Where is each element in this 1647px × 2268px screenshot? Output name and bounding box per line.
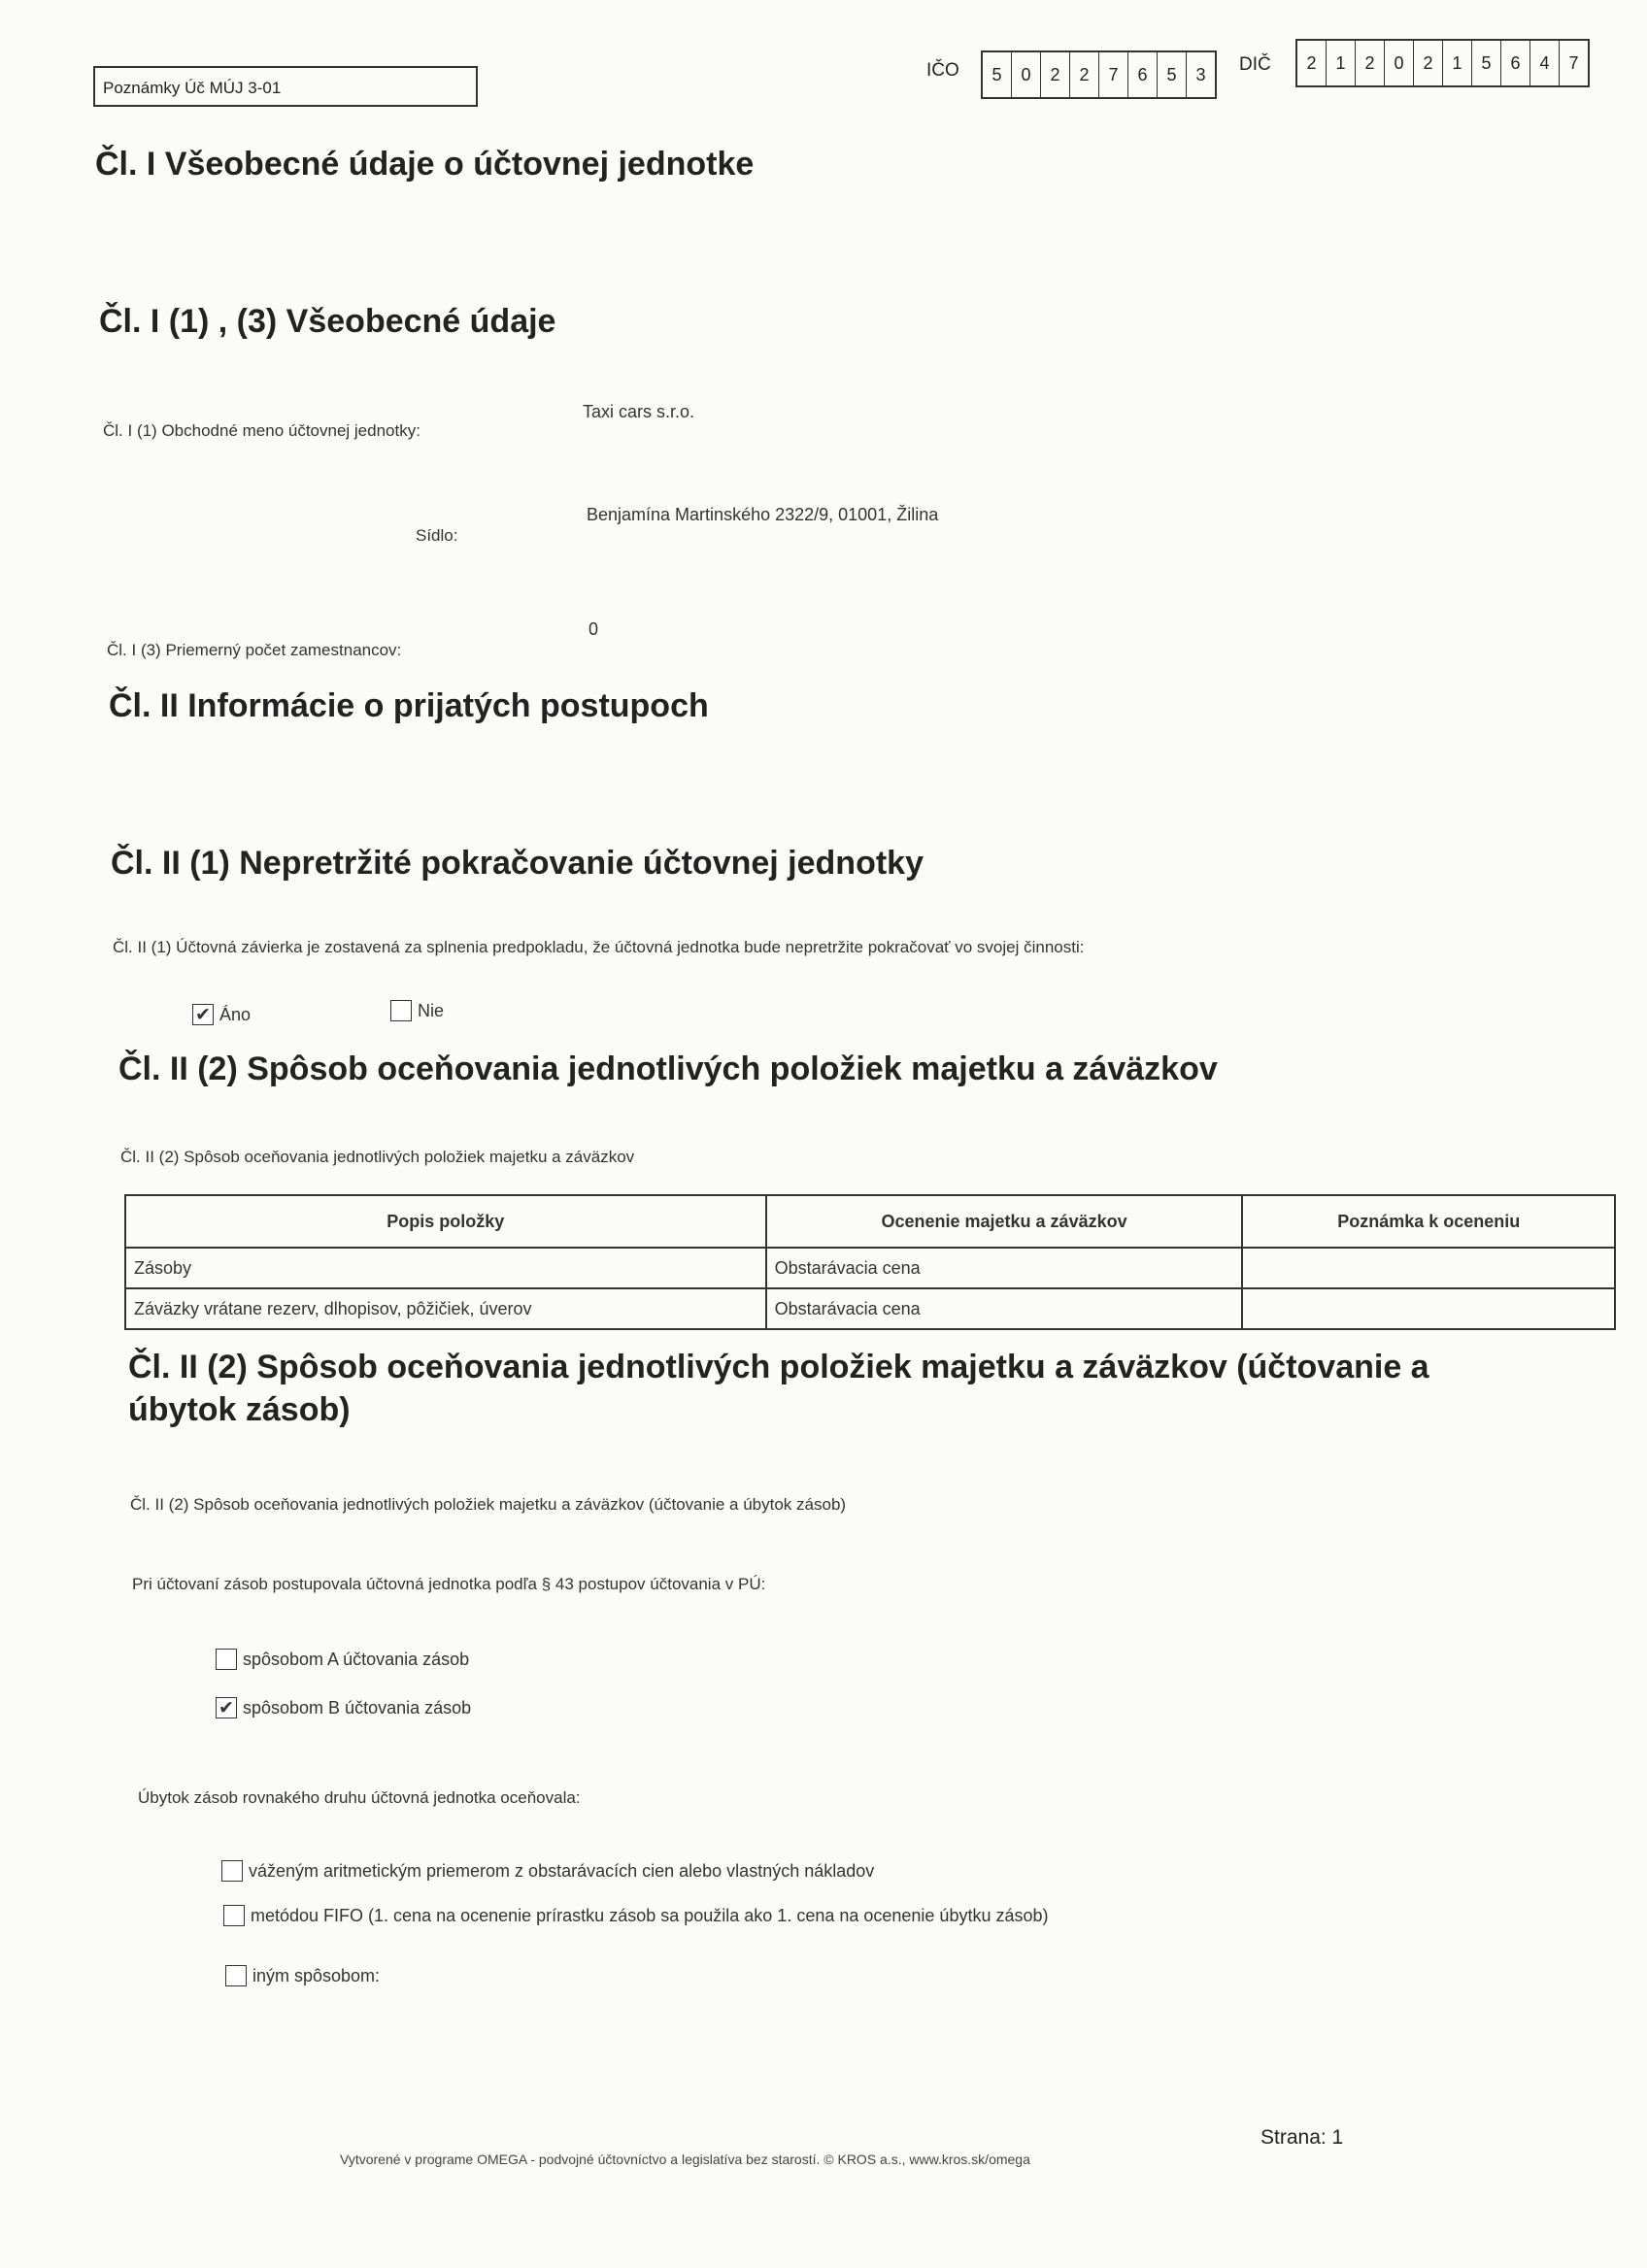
employees-label: Čl. I (3) Priemerný počet zamestnancov: [107, 641, 402, 659]
checkbox-icon [390, 1000, 412, 1021]
table-cell: Obstarávacia cena [766, 1248, 1243, 1288]
section-2-title: Čl. II Informácie o prijatých postupoch [109, 687, 709, 724]
seat-label: Sídlo: [416, 526, 458, 545]
dic-digit: 2 [1297, 41, 1327, 85]
dic-digit: 0 [1385, 41, 1414, 85]
form-code-box [93, 66, 478, 107]
table-cell [1242, 1248, 1615, 1288]
inventory-title: Čl. II (2) Spôsob oceňovania jednotlivých položiek majetku a záväzkov (účtovanie a úbytok zásob) [128, 1349, 1429, 1429]
table-cell: Obstarávacia cena [766, 1288, 1243, 1329]
ico-digit: 2 [1070, 52, 1099, 97]
section-1-title: Čl. I Všeobecné údaje o účtovnej jednotke [95, 146, 755, 183]
ico-digit: 3 [1195, 64, 1206, 84]
method-question: Pri účtovaní zásob postupovala účtovná jednotka podľa § 43 postupov účtovania v PÚ: [132, 1575, 766, 1593]
form-code: Poznámky Úč MÚJ 3-01 [103, 79, 282, 97]
no-label: Nie [418, 1000, 445, 1020]
ico-digit: 5 [1158, 52, 1187, 97]
checkmark-icon: ✔ [216, 1697, 237, 1718]
valuation-table [124, 1194, 1616, 1330]
continuity-yes-checkbox[interactable] [192, 1004, 251, 1025]
dic-digit: 4 [1530, 41, 1560, 85]
dic-digit: 2 [1356, 41, 1385, 85]
table-header-row [125, 1195, 1615, 1248]
fifo-label: metódou FIFO (1. cena na ocenenie prírastku zásob sa použila ako 1. cena na ocenenie úbytku zásob) [251, 1905, 1049, 1925]
section-1-subtitle: Čl. I (1) , (3) Všeobecné údaje [99, 303, 556, 340]
other-method-label: iným spôsobom: [252, 1965, 381, 1985]
company-name-value: Taxi cars s.r.o. [583, 402, 695, 421]
weighted-average-label: váženým aritmetickým priemerom z obstarávacích cien alebo vlastných nákladov [249, 1860, 875, 1881]
ico-label: IČO [926, 60, 959, 81]
checkmark-icon: ✔ [192, 1004, 214, 1025]
inventory-subtitle: Čl. II (2) Spôsob oceňovania jednotlivých položiek majetku a záväzkov (účtovanie a úbytok zásob) [130, 1495, 847, 1514]
continuity-title: Čl. II (1) Nepretržité pokračovanie účtovnej jednotky [111, 845, 924, 882]
valuation-subtitle: Čl. II (2) Spôsob oceňovania jednotlivých položiek majetku a záväzkov [120, 1148, 635, 1166]
checkbox-icon [221, 1860, 243, 1882]
column-header: Poznámka k oceneniu [1242, 1195, 1615, 1248]
ico-digit: 2 [1041, 52, 1070, 97]
dic-field [1295, 39, 1590, 87]
yes-label: Áno [219, 1004, 252, 1024]
ico-digit: 7 [1099, 52, 1128, 97]
method-b-label: spôsobom B účtovania zásob [243, 1697, 472, 1718]
dic-digit: 7 [1568, 52, 1579, 73]
dic-digit: 1 [1327, 41, 1356, 85]
ico-field [981, 50, 1217, 99]
table-cell: Záväzky vrátane rezerv, dlhopisov, pôžičiek, úverov [125, 1288, 766, 1329]
checkbox-icon [225, 1965, 247, 1986]
table-row [125, 1248, 1615, 1288]
ico-digit: 0 [1012, 52, 1041, 97]
ico-digit: 6 [1128, 52, 1158, 97]
method-a-checkbox[interactable] [216, 1649, 469, 1670]
seat-value: Benjamína Martinského 2322/9, 01001, Žilina [587, 505, 939, 524]
continuity-no-checkbox[interactable] [390, 1000, 444, 1021]
method-a-label: spôsobom A účtovania zásob [243, 1649, 470, 1669]
page-number: Strana: 1 [1260, 2126, 1344, 2149]
continuity-text: Čl. II (1) Účtovná závierka je zostavená za splnenia predpokladu, že účtovná jednotka bude nepretržite pokračovať vo svojej činnosti: [113, 938, 1085, 956]
checkbox-icon [223, 1905, 245, 1926]
column-header: Popis položky [125, 1195, 766, 1248]
table-cell [1242, 1288, 1615, 1329]
dic-label: DIČ [1239, 54, 1271, 75]
footer-credit: Vytvorené v programe OMEGA - podvojné účtovníctvo a legislatíva bez starostí. © KROS a.s., www.kros.sk/omega [340, 2151, 1030, 2167]
dic-digit: 2 [1414, 41, 1443, 85]
dic-digit: 5 [1472, 41, 1501, 85]
table-cell: Zásoby [125, 1248, 766, 1288]
valuation-title: Čl. II (2) Spôsob oceňovania jednotlivých položiek majetku a záväzkov [118, 1051, 1218, 1087]
checkbox-icon [216, 1649, 237, 1670]
dic-digit: 6 [1501, 41, 1530, 85]
column-header: Ocenenie majetku a záväzkov [766, 1195, 1243, 1248]
employees-value: 0 [588, 619, 599, 639]
method-b-checkbox[interactable] [216, 1697, 471, 1718]
fifo-checkbox[interactable] [223, 1905, 1049, 1926]
decrease-question: Úbytok zásob rovnakého druhu účtovná jednotka oceňovala: [138, 1788, 581, 1807]
dic-digit: 1 [1443, 41, 1472, 85]
weighted-average-checkbox[interactable] [221, 1860, 874, 1882]
other-method-checkbox[interactable] [225, 1965, 380, 1986]
table-row [125, 1288, 1615, 1329]
company-name-label: Čl. I (1) Obchodné meno účtovnej jednotky: [103, 421, 420, 440]
ico-digit: 5 [983, 52, 1012, 97]
